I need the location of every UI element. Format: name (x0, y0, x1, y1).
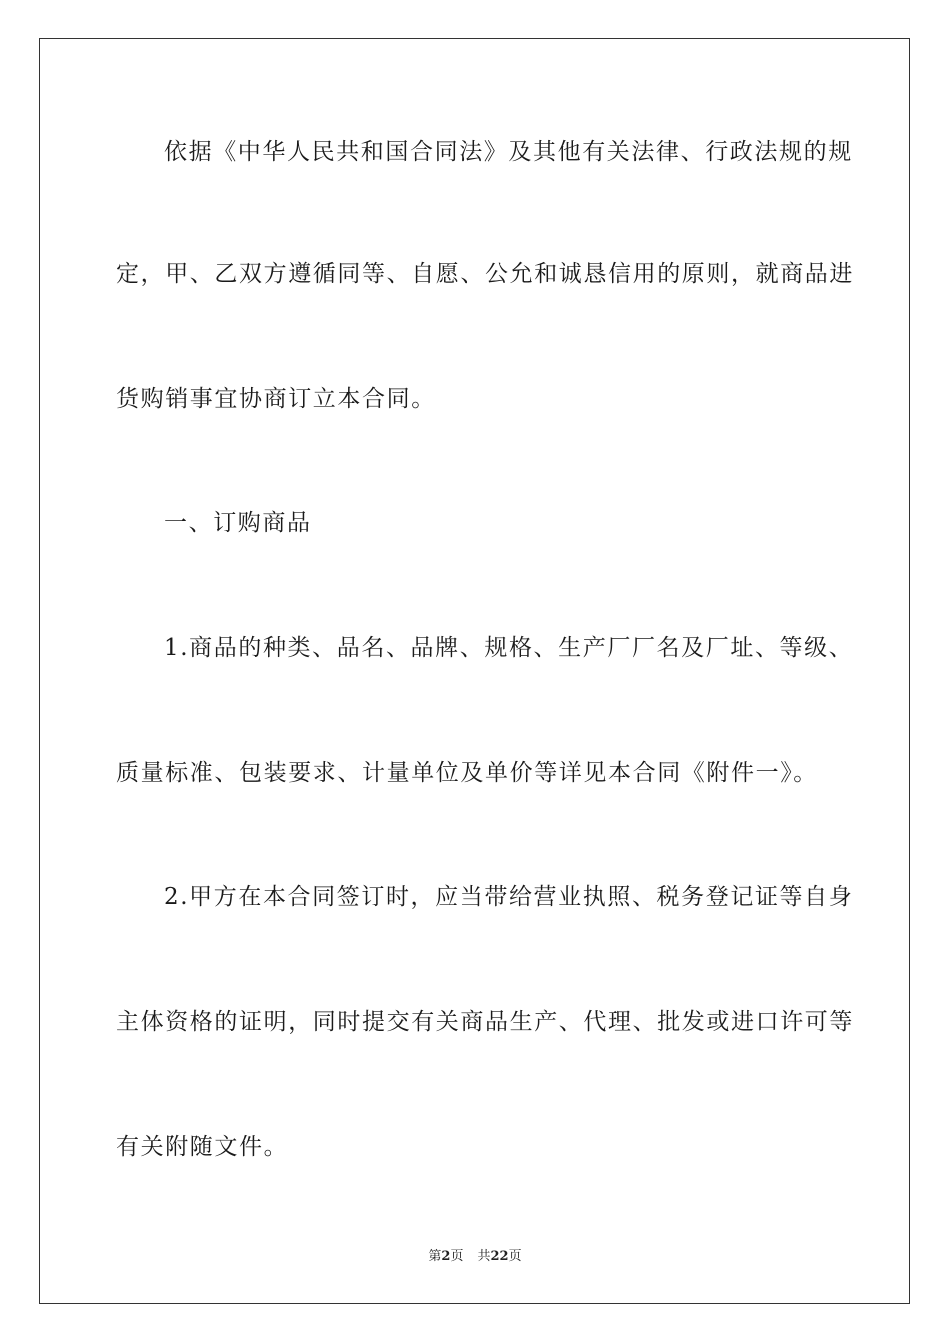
paragraph-line-3: 货购销事宜协商订立本合同。 (116, 386, 436, 412)
clause-2-line-2: 主体资格的证明，同时提交有关商品生产、代理、批发或进口许可等 (116, 1009, 854, 1035)
total-suffix: 页 (508, 1249, 522, 1264)
current-page-number: 2 (441, 1249, 451, 1264)
clause-2-line-3: 有关附随文件。 (116, 1134, 289, 1160)
page-prefix: 第 (428, 1249, 442, 1264)
clause-2-line-1: 2.甲方在本合同签订时，应当带给营业执照、税务登记证等自身 (164, 884, 854, 910)
clause-1-line-1: 1.商品的种类、品名、品牌、规格、生产厂厂名及厂址、等级、 (164, 635, 854, 661)
section-heading: 一、订购商品 (164, 510, 312, 536)
paragraph-line-1: 依据《中华人民共和国合同法》及其他有关法律、行政法规的规 (164, 139, 853, 165)
total-prefix: 共 (477, 1249, 491, 1264)
page-frame (39, 38, 910, 1304)
total-page-number: 22 (490, 1249, 509, 1264)
page-footer (0, 1248, 950, 1266)
clause-1-line-2: 质量标准、包装要求、计量单位及单价等详见本合同《附件一》。 (116, 760, 818, 786)
page-suffix: 页 (450, 1249, 464, 1264)
paragraph-line-2: 定，甲、乙双方遵循同等、自愿、公允和诚恳信用的原则，就商品进 (116, 261, 854, 287)
